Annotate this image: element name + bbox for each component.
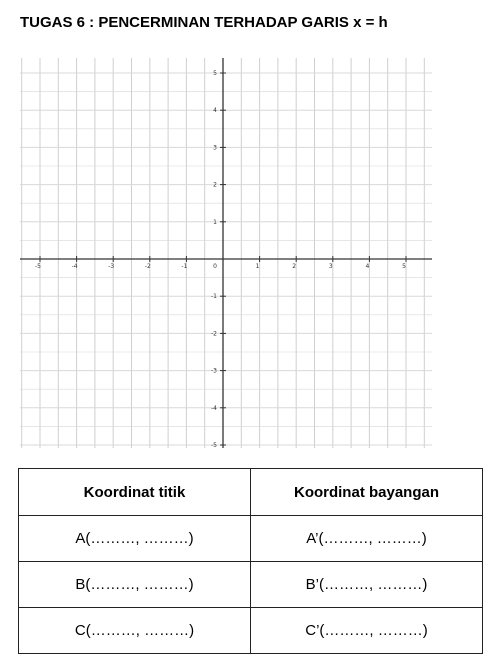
x-tick-label: 5	[402, 263, 406, 270]
table-header-row	[19, 469, 483, 516]
y-tick-label: 4	[213, 107, 217, 115]
x-tick-label: 4	[365, 263, 370, 270]
image-a-cell[interactable]: A’(………, ………)	[251, 516, 483, 562]
x-tick-label: -1	[181, 263, 188, 270]
y-tick-label: -4	[211, 404, 217, 412]
x-tick-label: 3	[328, 263, 333, 270]
x-tick-label: 1	[255, 263, 260, 270]
table-row	[19, 562, 483, 608]
answer-table	[18, 468, 483, 654]
x-tick-label: 2	[292, 263, 297, 270]
y-tick-label: -1	[211, 293, 217, 301]
y-tick-label: 5	[213, 70, 217, 77]
table-row	[19, 608, 483, 654]
image-c-cell[interactable]: C’(………, ………)	[251, 608, 483, 654]
table-row	[19, 516, 483, 562]
header-koordinat-titik: Koordinat titik	[19, 469, 251, 516]
x-tick-labels	[35, 263, 406, 270]
y-tick-label: -2	[211, 330, 217, 338]
header-koordinat-bayangan: Koordinat bayangan	[251, 469, 483, 516]
point-b-cell[interactable]: B(………, ………)	[19, 562, 251, 608]
y-tick-label: -5	[211, 442, 217, 449]
point-a-cell[interactable]: A(………, ………)	[19, 516, 251, 562]
page-title: TUGAS 6 : PENCERMINAN TERHADAP GARIS x = h	[20, 14, 388, 31]
point-c-cell[interactable]: C(………, ………)	[19, 608, 251, 654]
x-tick-label: -2	[144, 263, 151, 270]
x-tick-label: -3	[108, 263, 115, 270]
y-tick-label: 1	[213, 218, 217, 226]
x-tick-label: 0	[213, 263, 217, 270]
x-tick-label: -5	[35, 263, 41, 270]
grid-lines	[20, 58, 432, 448]
image-b-cell[interactable]: B’(………, ………)	[251, 562, 483, 608]
y-tick-label: -3	[211, 367, 217, 375]
x-tick-label: -4	[71, 263, 78, 270]
y-tick-label: 2	[213, 181, 217, 189]
y-tick-label: 3	[213, 144, 217, 152]
